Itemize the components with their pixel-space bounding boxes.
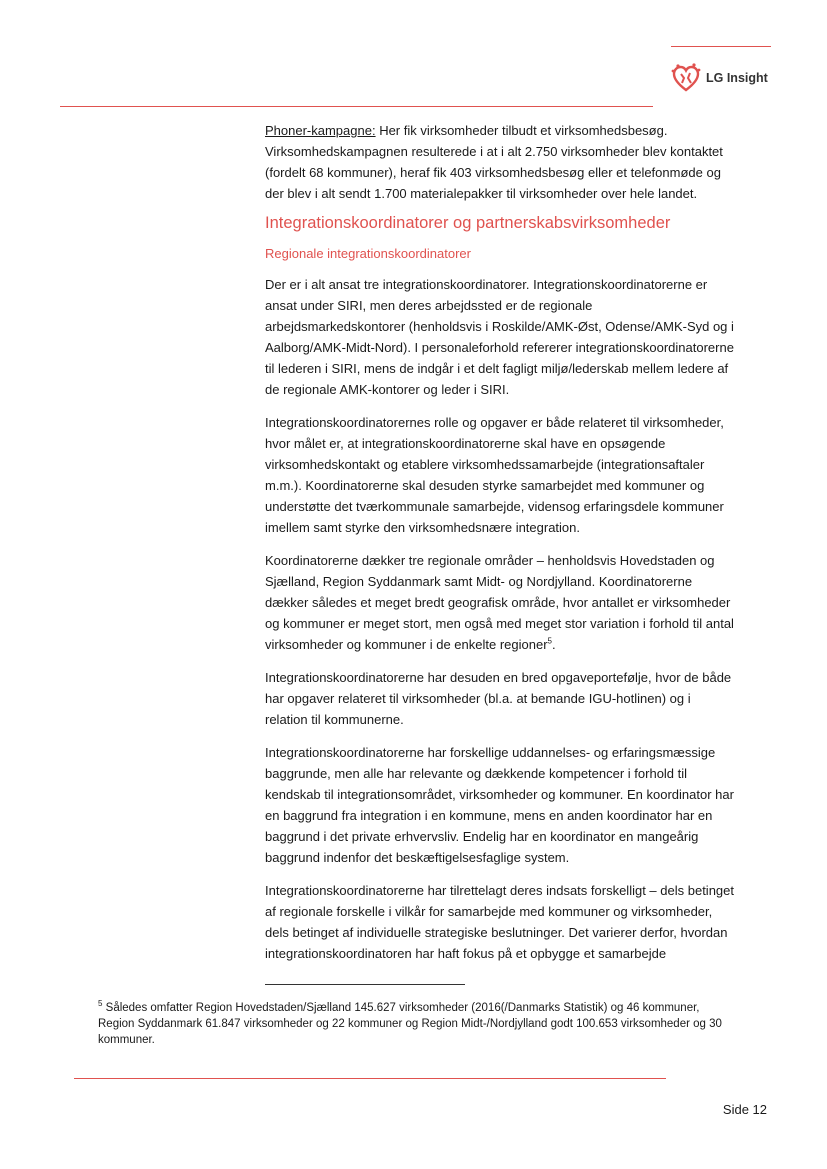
header-rule [60, 106, 653, 107]
paragraph-baggrunde: Integrationskoordinatorerne har forskellige uddannelses- og erfaringsmæssige baggrunde, men alle har relevante og dækkende kompetencer i forhold til kendskab til integrationsområdet, virksomheder og kommuner. En koordinator har en baggrund fra integration i en kommune, mens en anden koordinator har en baggrund i det private erhvervsliv. Endelig har en koordinator en mangeårig baggrund indenfor det beskæftigelsesfaglige system. [265, 745, 734, 865]
paragraph-opgaveportefolje: Integrationskoordinatorerne har desuden en bred opgaveportefølje, hvor de både har opgaver relateret til virksomheder (bl.a. at bemande IGU-hotlinen) og i relation til kommunerne. [265, 670, 732, 727]
footnote-number: 5 [98, 999, 103, 1009]
paragraph-rolle: Integrationskoordinatorernes rolle og opgaver er både relateret til virksomheder, hvor målet er, at integrationskoordinatorerne skal have en opsøgende virksomhedskontakt og etablere virksomhedssamarbejde (integrationsaftaler m.m.). Koordinatorerne skal desuden styrke samarbejdet med kommuner og understøtte det tværkommunale samarbejde, vidensog erfaringsdele kommuner imellem samt styrke den virksomhedsnære integration. [265, 415, 724, 535]
phoner-kampagne-label: Phoner-kampagne: [265, 123, 376, 138]
logo-text: LG Insight [706, 71, 768, 85]
footnote [98, 1000, 738, 1048]
paragraph-phoner-kampagne [265, 120, 735, 204]
lg-insight-logo-icon [670, 62, 702, 94]
page-number: Side 12 [722, 1102, 767, 1117]
main-content [265, 120, 735, 976]
paragraph-regioner-text: Koordinatorerne dækker tre regionale områder – henholdsvis Hovedstaden og Sjælland, Region Syddanmark samt Midt- og Nordjylland. Koordinatorerne dækker således et meget bredt geografisk område, hvor antallet er virksomheder og kommuner er meget stort, men også med meget stor variation i forhold til antal virksomheder og kommuner i de enkelte regioner [265, 553, 734, 652]
subsection-heading: Regionale integrationskoordinatorer [265, 246, 471, 261]
section-heading: Integrationskoordinatorer og partnerskabsvirksomheder [265, 214, 671, 232]
footnote-text: Således omfatter Region Hovedstaden/Sjælland 145.627 virksomheder (2016(/Danmarks Statistik) og 46 kommuner, Region Syddanmark 61.847 virksomheder og 22 kommuner og Region Midt-/Nordjylland godt 100.653 virksomheder og 30 kommuner. [98, 1002, 722, 1046]
paragraph-regioner [265, 550, 735, 655]
phoner-kampagne-text: Her fik virksomheder tilbudt et virksomhedsbesøg. Virksomhedskampagnen resulterede i at i alt 2.750 virksomheder blev kontaktet (fordelt 68 kommuner), heraf fik 403 virksomhedsbesøg eller et telefonmøde og der blev i alt sendt 1.700 materialepakker til virksomheder over hele landet. [265, 123, 723, 201]
paragraph-regioner-end: . [551, 637, 556, 652]
paragraph-ansat: Der er i alt ansat tre integrationskoordinatorer. Integrationskoordinatorerne er ansat under SIRI, men deres arbejdssted er de regionale arbejdsmarkedskontorer (henholdsvis i Roskilde/AMK-Øst, Odense/AMK-Syd og i Aalborg/AMK-Midt-Nord). I personaleforhold refererer integrationskoordinatorerne til lederen i SIRI, mens de indgår i et delt fagligt miljø/lederskab mellem ledere af de regionale AMK-kontorer og leder i SIRI. [265, 277, 734, 397]
footer-rule [74, 1078, 666, 1079]
footnote-reference: 5 [547, 636, 552, 646]
footnote-separator [265, 984, 465, 985]
lg-insight-logo [670, 60, 780, 96]
paragraph-indsats: Integrationskoordinatorerne har tilrettelagt deres indsats forskelligt – dels betinget af regionale forskelle i vilkår for samarbejde med kommuner og virksomheder, dels betinget af individuelle strategiske beslutninger. Det varierer derfor, hvordan integrationskoordinatoren har haft fokus på et opbygge et samarbejde [265, 883, 734, 961]
header-rule-right [671, 46, 771, 47]
